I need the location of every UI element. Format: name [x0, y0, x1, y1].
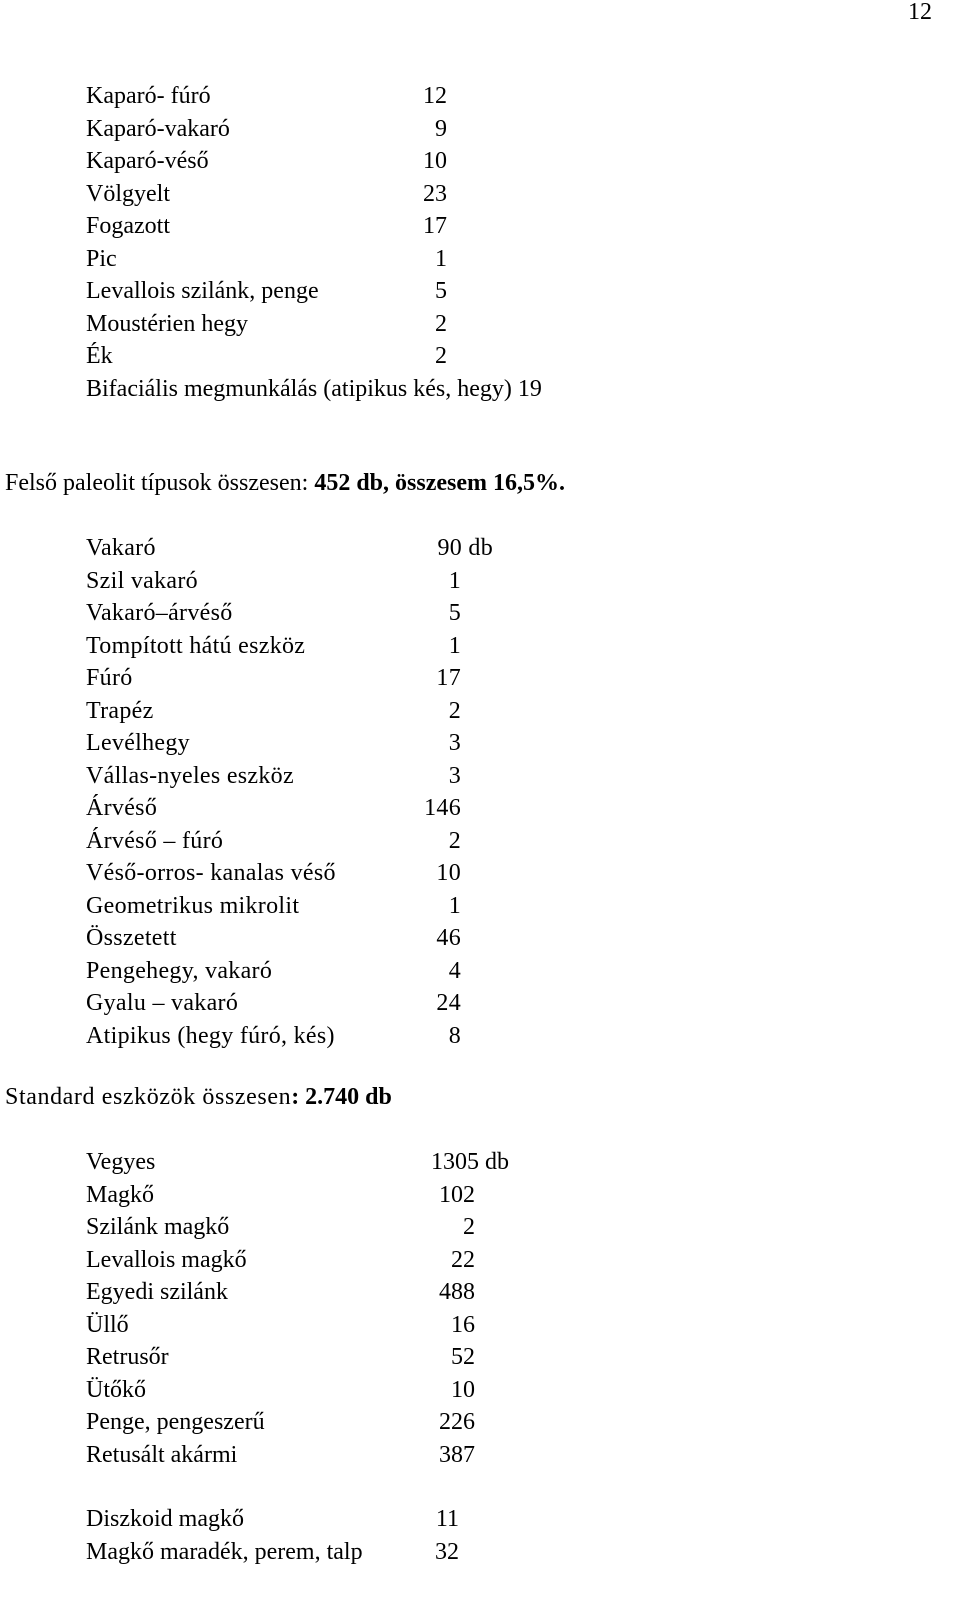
item-count: 10: [423, 148, 447, 174]
item-count: 2: [463, 1214, 475, 1240]
item-label: Magkő maradék, perem, talp: [86, 1538, 363, 1565]
item-count: 226: [439, 1409, 475, 1435]
item-count: 488: [439, 1279, 475, 1305]
item-count: 4: [448, 957, 461, 984]
item-count: 2: [435, 310, 447, 337]
item-count: 12: [423, 83, 447, 109]
item-count: 5: [435, 278, 447, 304]
item-label: Kaparó- fúró: [86, 83, 211, 109]
item-label: Üllő: [86, 1311, 129, 1338]
item-count: 17: [423, 213, 447, 239]
item-label: Völgyelt: [86, 180, 170, 207]
item-count: 1: [448, 567, 461, 594]
item-count: 32: [435, 1538, 459, 1565]
item-label: Vakaró: [86, 535, 156, 561]
item-count: 9: [435, 115, 447, 142]
item-count: 46: [436, 925, 461, 951]
heading-text: Felső paleolit típusok összesen:: [5, 470, 315, 496]
item-label: Ütőkő: [86, 1376, 146, 1403]
item-label: Levallois szilánk, penge: [86, 278, 319, 304]
item-count: 1: [448, 632, 461, 659]
item-label: Szil vakaró: [86, 567, 198, 594]
item-label: Ék: [86, 343, 113, 369]
item-label: Kaparó-véső: [86, 148, 209, 174]
item-label: Árvéső: [86, 795, 158, 821]
item-count: 3: [448, 762, 461, 789]
item-label: Gyalu – vakaró: [86, 990, 239, 1016]
item-count: 5: [448, 600, 461, 626]
item-count: 2: [448, 827, 461, 854]
item-label: Fogazott: [86, 213, 170, 239]
item-label: Retrusőr: [86, 1344, 169, 1370]
item-label: Atipikus (hegy fúró, kés): [86, 1022, 335, 1049]
item-count: 23: [423, 180, 447, 207]
item-label: Véső-orros- kanalas véső: [86, 860, 336, 886]
page-number: 12: [908, 0, 932, 25]
item-count: 1305 db: [431, 1149, 509, 1175]
item-label: Összetett: [86, 925, 177, 951]
item-count: 24: [436, 990, 461, 1016]
item-label: Pic: [86, 245, 117, 272]
item-label: Fúró: [86, 665, 133, 691]
item-count: 3: [448, 730, 461, 756]
item-label: Árvéső – fúró: [86, 827, 224, 854]
item-count: 1: [448, 892, 461, 919]
item-label: Levélhegy: [86, 730, 190, 756]
item-label: Pengehegy, vakaró: [86, 957, 273, 984]
item-count: 10: [436, 860, 461, 886]
item-count: 146: [424, 795, 461, 821]
item-label: Szilánk magkő: [86, 1214, 230, 1240]
item-count: 387: [439, 1441, 475, 1468]
item-count: 16: [451, 1311, 475, 1338]
item-count: 17: [436, 665, 461, 691]
item-count: 10: [451, 1376, 475, 1403]
item-label: Diszkoid magkő: [86, 1506, 244, 1532]
item-count: 2: [448, 697, 461, 724]
item-label: Penge, pengeszerű: [86, 1409, 265, 1435]
item-label: Trapéz: [86, 697, 154, 724]
item-label: Geometrikus mikrolit: [86, 892, 300, 919]
item-count: 11: [435, 1506, 459, 1532]
heading-text: Standard eszközök összesen: [5, 1084, 292, 1110]
item-label: Magkő: [86, 1181, 154, 1208]
item-label: Retusált akármi: [86, 1441, 238, 1468]
item-count: 8: [448, 1022, 461, 1049]
item-label: Egyedi szilánk: [86, 1279, 228, 1305]
upper-paleolithic-total-heading: [5, 467, 565, 500]
item-count: 2: [435, 343, 447, 369]
standard-tools-total-heading: [5, 1081, 392, 1114]
item-label: Vegyes: [86, 1149, 156, 1175]
heading-total: 452 db, összesem 16,5%.: [314, 470, 565, 496]
item-label: Vállas-nyeles eszköz: [86, 762, 294, 789]
item-label: Levallois magkő: [86, 1246, 247, 1273]
item-label: Tompított hátú eszköz: [86, 632, 306, 659]
item-count: 52: [451, 1344, 475, 1370]
item-count: 1: [435, 245, 447, 272]
item-count: 22: [451, 1246, 475, 1273]
item-count: 90 db: [437, 535, 493, 561]
heading-total: : 2.740 db: [291, 1084, 392, 1110]
item-label: Moustérien hegy: [86, 310, 248, 337]
item-label: Vakaró–árvéső: [86, 600, 233, 626]
item-label: Kaparó-vakaró: [86, 115, 230, 142]
item-label-with-count: Bifaciális megmunkálás (atipikus kés, hegy) 19: [86, 375, 542, 402]
item-count: 102: [439, 1181, 475, 1208]
